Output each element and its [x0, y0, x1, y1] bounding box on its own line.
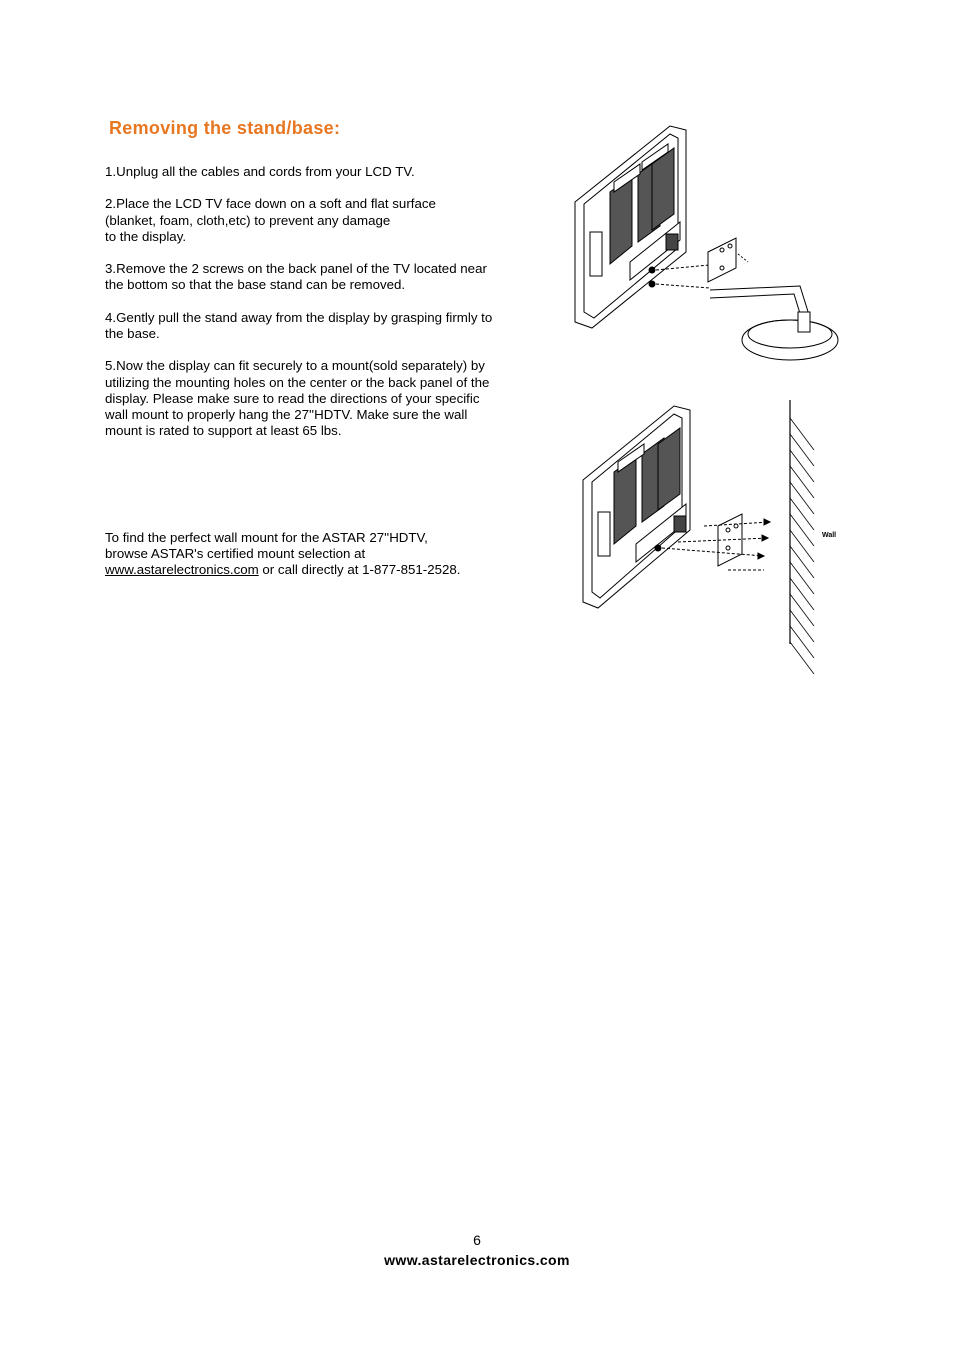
- step-line: 2.Place the LCD TV face down on a soft and flat surface: [105, 196, 436, 212]
- website-link[interactable]: www.astarelectronics.com: [105, 562, 259, 578]
- step-3: [105, 261, 567, 293]
- instruction-steps: [105, 164, 567, 456]
- cta-line-1: To find the perfect wall mount for the ASTAR 27''HDTV,: [105, 530, 428, 545]
- step-line: utilizing the mounting holes on the center or the back panel of the: [105, 374, 490, 390]
- cta-line-2: browse ASTAR's certified mount selection at: [105, 546, 366, 562]
- wall-mount-illustration: [578, 398, 838, 678]
- step-line: 5.Now the display can fit securely to a mount(sold separately) by: [105, 358, 485, 374]
- phone-text: or call directly at 1-877-851-2528.: [258, 562, 461, 578]
- step-2: [105, 196, 567, 245]
- step-line: (blanket, foam, cloth,etc) to prevent any damage: [105, 212, 391, 228]
- step-line: the bottom so that the base stand can be removed.: [105, 277, 406, 293]
- wall-label: Wall: [822, 532, 837, 539]
- step-line: display. Please make sure to read the directions of your specific: [105, 390, 480, 406]
- page-number: 6: [473, 1232, 481, 1248]
- step-line: wall mount to properly hang the 27''HDTV. Make sure the wall: [105, 406, 468, 422]
- step-4: [105, 310, 567, 342]
- step-1: [105, 164, 567, 180]
- step-line: the base.: [105, 325, 160, 341]
- step-line: 4.Gently pull the stand away from the display by grasping firmly to: [105, 309, 493, 325]
- step-line: to the display.: [105, 228, 187, 244]
- wall-mount-info: [105, 530, 575, 579]
- page-title: Removing the stand/base:: [109, 118, 341, 138]
- step-5: [105, 358, 567, 439]
- cta-line-3: [105, 562, 575, 578]
- step-line: mount is rated to support at least 65 lbs.: [105, 423, 342, 439]
- wall-hatching: [790, 418, 814, 674]
- step-line: 3.Remove the 2 screws on the back panel of the TV located near: [105, 261, 487, 277]
- stand-removal-illustration: [570, 122, 845, 367]
- footer-url: www.astarelectronics.com: [384, 1252, 570, 1268]
- step-line: 1.Unplug all the cables and cords from your LCD TV.: [105, 164, 415, 179]
